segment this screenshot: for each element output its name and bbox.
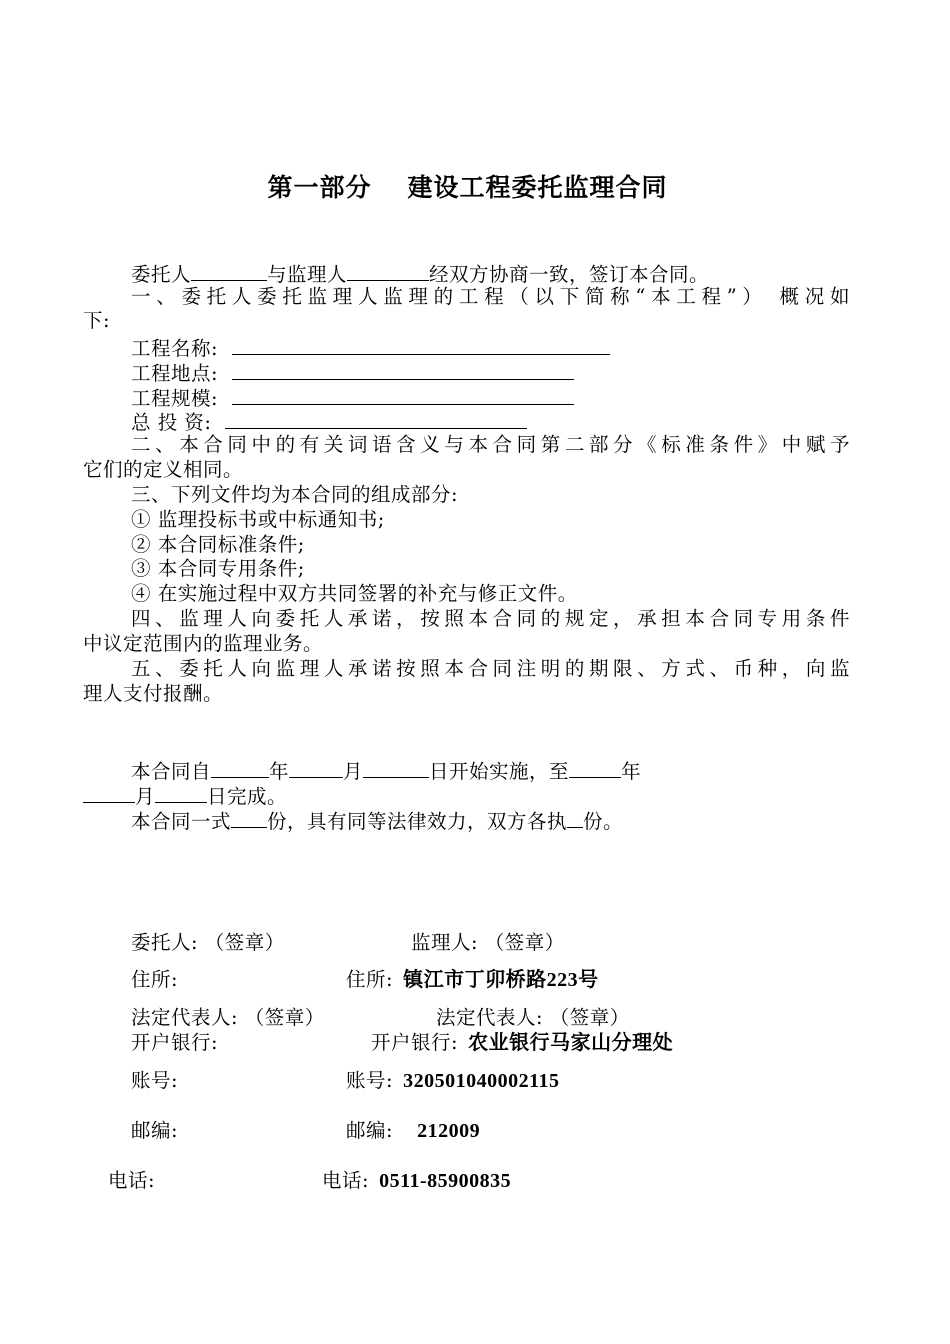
supervisor-signature: 监理人: （签章） bbox=[411, 931, 565, 954]
supervisor-rep-signature: 法定代表人: （签章） bbox=[436, 1006, 630, 1029]
supervisor-postcode: 邮编: 212009 bbox=[346, 1119, 481, 1142]
start-day-blank bbox=[363, 757, 429, 778]
client-signature: 委托人: （签章） bbox=[131, 931, 285, 954]
section-4-line-2: 中议定范围内的监理业务。 bbox=[83, 632, 324, 655]
title-part: 第一部分 bbox=[267, 173, 372, 202]
end-day-blank bbox=[155, 782, 207, 803]
client-postcode-label: 邮编: bbox=[131, 1119, 179, 1142]
supervisor-blank bbox=[347, 260, 429, 281]
supervisor-bank: 开户银行: 农业银行马家山分理处 bbox=[371, 1031, 674, 1054]
project-name-blank bbox=[232, 334, 610, 355]
phone-value: 0511-85900835 bbox=[379, 1170, 512, 1192]
supervisor-account: 账号: 320501040002115 bbox=[346, 1069, 560, 1092]
field-project-name: 工程名称: bbox=[131, 334, 898, 361]
client-phone-label: 电话: bbox=[108, 1169, 156, 1192]
end-year-blank bbox=[569, 757, 621, 778]
section-1-line-1: 一、委托人委托监理人监理的工程（以下简称“本工程”） 概况如 bbox=[131, 285, 850, 308]
section-5-line-1: 五、委托人向监理人承诺按照本合同注明的期限、方式、币种，向监 bbox=[131, 657, 850, 680]
address-value: 镇江市丁卯桥路223号 bbox=[403, 969, 599, 991]
project-location-blank bbox=[232, 359, 574, 380]
title-name: 建设工程委托监理合同 bbox=[407, 173, 668, 202]
term-line-1: 本合同自 年 月 日开始实施，至 年 bbox=[131, 757, 898, 784]
section-3-item-2: ② 本合同标准条件; bbox=[131, 533, 305, 556]
field-investment: 总 投 资: bbox=[131, 408, 898, 435]
section-3-item-4: ④ 在实施过程中双方共同签署的补充与修正文件。 bbox=[131, 582, 578, 605]
copies-line: 本合同一式 份，具有同等法律效力，双方各执 份。 bbox=[131, 807, 898, 834]
term-line-2: 月 日完成。 bbox=[83, 782, 850, 809]
client-bank-label: 开户银行: bbox=[131, 1031, 219, 1054]
section-3-item-1: ① 监理投标书或中标通知书; bbox=[131, 508, 385, 531]
client-blank bbox=[191, 260, 267, 281]
section-5-line-2: 理人支付报酬。 bbox=[83, 682, 224, 705]
section-4-line-1: 四、监理人向委托人承诺，按照本合同的规定，承担本合同专用条件 bbox=[131, 607, 850, 630]
client-account-label: 账号: bbox=[131, 1069, 179, 1092]
copies-blank bbox=[231, 807, 267, 828]
each-copies-blank bbox=[567, 807, 583, 828]
section-2-line-1: 二、本合同中的有关词语含义与本合同第二部分《标准条件》中赋予 bbox=[131, 433, 850, 456]
section-3-item-3: ③ 本合同专用条件; bbox=[131, 557, 305, 580]
investment-blank bbox=[225, 408, 527, 429]
section-2-line-2: 它们的定义相同。 bbox=[83, 458, 244, 481]
field-project-location: 工程地点: bbox=[131, 359, 898, 386]
end-month-blank bbox=[83, 782, 135, 803]
section-1-line-2: 下: bbox=[83, 309, 111, 332]
postcode-value: 212009 bbox=[417, 1120, 481, 1142]
client-address-label: 住所: bbox=[131, 968, 179, 991]
start-year-blank bbox=[211, 757, 269, 778]
start-month-blank bbox=[289, 757, 343, 778]
bank-value: 农业银行马家山分理处 bbox=[468, 1032, 674, 1054]
page-title bbox=[0, 168, 935, 204]
intro-line: 委托人 与监理人 经双方协商一致，签订本合同。 bbox=[131, 260, 898, 287]
section-3-head: 三、下列文件均为本合同的组成部分: bbox=[131, 483, 459, 506]
supervisor-address: 住所: 镇江市丁卯桥路223号 bbox=[346, 968, 599, 991]
account-value: 320501040002115 bbox=[403, 1070, 560, 1092]
field-project-scale: 工程规模: bbox=[131, 384, 898, 411]
project-scale-blank bbox=[232, 384, 574, 405]
client-rep-signature: 法定代表人: （签章） bbox=[131, 1006, 325, 1029]
supervisor-phone: 电话: 0511-85900835 bbox=[322, 1169, 512, 1192]
